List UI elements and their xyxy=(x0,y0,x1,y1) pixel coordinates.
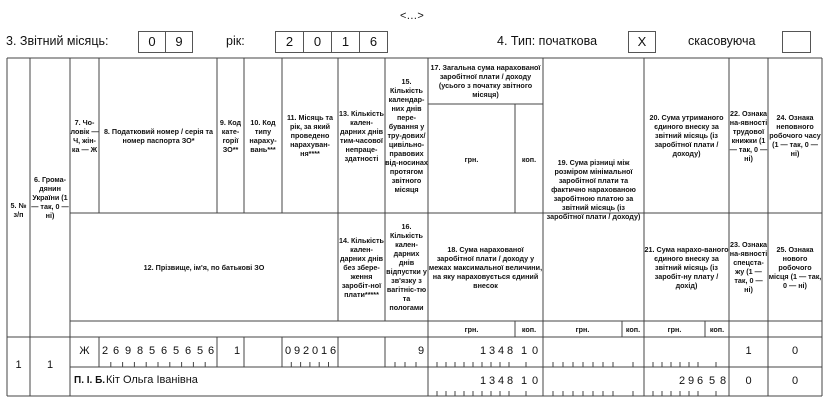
col-21-header: 21. Сума нарахо-ваного єдиного внеску за звітний місяць (із заробіт-ну плату / дохід) xyxy=(644,244,729,290)
new-place-flag[interactable]: 0 xyxy=(791,375,799,387)
col-5-header: 5. № з/п xyxy=(10,201,27,219)
max-sum-digit[interactable]: 1 xyxy=(479,375,487,387)
row-citizen[interactable]: 1 xyxy=(46,359,54,371)
tax-digit[interactable]: 5 xyxy=(196,345,204,357)
sum19-grn-label: грн. xyxy=(575,325,590,334)
col-22-header: 22. Ознака на-явності трудової книжки (1 — так, 0 — ні) xyxy=(729,108,768,163)
col-10-header: 10. Код типу нараху-вань*** xyxy=(249,117,277,154)
col-15-header: 15. Кількість календар-них днів пере-бування у тру-дових/ цивільно-правових від-носинах протягом звітного місяця xyxy=(385,77,428,194)
sum21-kop-label: коп. xyxy=(709,325,725,334)
month-digit-1[interactable]: 0 xyxy=(138,31,166,53)
col-19-header: 19. Сума різниці між розміром мінімальної заробітної плати та фактично нарахованою заробітною платою за звітний місяць (із заробітної плати / доходу) xyxy=(546,158,641,221)
tax-digit[interactable]: 6 xyxy=(184,345,192,357)
col-20-header: 20. Сума утриманого єдиного внеску за звітний місяць (із заробітної плати / доходу) xyxy=(649,113,724,158)
col-14-header: 14. Кількість кален-дарних днів без збере-ження заробіт-ної плати***** xyxy=(339,235,384,299)
tax-digit[interactable]: 2 xyxy=(101,345,109,357)
max-sum-digit[interactable]: 0 xyxy=(531,375,539,387)
contrib-digit[interactable]: 5 xyxy=(708,375,716,387)
col-18-header: 18. Сума нарахованої заробітної плати / доходу у межах максимальної величини, на яку нараховується єдиний внесок xyxy=(428,244,543,290)
col-9-header: 9. Код кате-горії ЗО** xyxy=(219,117,242,154)
total-sum-digit[interactable]: 0 xyxy=(531,345,539,357)
work-book-flag[interactable]: 1 xyxy=(745,345,752,357)
special-flag[interactable]: 0 xyxy=(745,375,752,387)
total-sum-digit[interactable]: 8 xyxy=(506,345,514,357)
year-digit-3[interactable]: 1 xyxy=(331,31,360,53)
ellipsis: <…> xyxy=(400,10,424,22)
type-label: 4. Тип: початкова xyxy=(497,34,598,48)
row-number[interactable]: 1 xyxy=(15,359,22,371)
col-7-header: 7. Чо-ловік — Ч, жін-ка — Ж xyxy=(70,117,99,154)
month-digit-2[interactable]: 9 xyxy=(165,31,193,53)
name-value[interactable]: Кіт Ольга Іванівна xyxy=(106,374,198,386)
col-17-grn: грн. xyxy=(464,155,479,164)
sum18-kop-label: коп. xyxy=(521,325,537,334)
row-sex[interactable]: Ж xyxy=(79,345,90,357)
tax-digit[interactable]: 9 xyxy=(124,345,132,357)
type-cancel-label: скасовуюча xyxy=(688,34,756,48)
col-16-header: 16. Кількість кален-дарних днів відпустки у зв'язку з вагітніс-тю та пологами xyxy=(386,222,427,312)
col-12-header: 12. Прізвище, ім'я, по батькові ЗО xyxy=(143,262,265,272)
accrual-digit[interactable]: 9 xyxy=(293,345,301,357)
row-category[interactable]: 1 xyxy=(233,345,241,357)
part-time-flag[interactable]: 0 xyxy=(791,345,799,357)
name-label: П. І. Б. xyxy=(74,375,106,386)
col-11-header: 11. Місяць та рік, за який проведено нарахуван-ня**** xyxy=(286,113,334,158)
col-17-kop: коп. xyxy=(521,155,537,164)
type-initial-checkbox[interactable]: Х xyxy=(628,31,656,53)
insured-days[interactable]: 9 xyxy=(417,345,425,357)
year-digit-1[interactable]: 2 xyxy=(275,31,304,53)
tax-digit[interactable]: 5 xyxy=(172,345,180,357)
tax-digit[interactable]: 6 xyxy=(160,345,168,357)
year-digit-2[interactable]: 0 xyxy=(303,31,332,53)
col-6-header: 6. Грома-дянин України (1 — так, 0 — ні) xyxy=(31,175,69,220)
col-24-header: 24. Ознака неповного робочого часу (1 — так, 0 — ні) xyxy=(769,113,821,158)
accrual-digit[interactable]: 0 xyxy=(311,345,319,357)
col-13-header: 13. Кількість кален-дарних днів тим-часової непраце-здатності xyxy=(339,108,384,163)
total-sum-digit[interactable]: 1 xyxy=(520,345,528,357)
max-sum-digit[interactable]: 3 xyxy=(488,375,496,387)
year-label: рік: xyxy=(226,34,245,48)
accrual-digit[interactable]: 6 xyxy=(329,345,337,357)
tax-digit[interactable]: 8 xyxy=(136,345,144,357)
accrual-digit[interactable]: 1 xyxy=(320,345,328,357)
col-8-header: 8. Податковий номер / серія та номер паспорта ЗО* xyxy=(103,126,214,145)
tax-digit[interactable]: 6 xyxy=(112,345,120,357)
contrib-digit[interactable]: 2 xyxy=(678,375,686,387)
col-23-header: 23. Ознака на-явності спецста-жу (1 — так, 0 — ні) xyxy=(729,240,768,294)
tax-digit[interactable]: 6 xyxy=(207,345,215,357)
max-sum-digit[interactable]: 1 xyxy=(520,375,528,387)
col-17-header: 17. Загальна сума нарахованої заробітної плати / доходу (усього з початку звітного місяця) xyxy=(430,63,541,99)
sum21-grn-label: грн. xyxy=(667,325,682,334)
tax-digit[interactable]: 5 xyxy=(148,345,156,357)
total-sum-digit[interactable]: 3 xyxy=(488,345,496,357)
contrib-digit[interactable]: 8 xyxy=(719,375,727,387)
accrual-digit[interactable]: 2 xyxy=(302,345,310,357)
col-25-header: 25. Ознака нового робочого місця (1 — так, 0 — ні) xyxy=(768,244,822,290)
total-sum-digit[interactable]: 4 xyxy=(497,345,505,357)
year-digit-4[interactable]: 6 xyxy=(359,31,388,53)
contrib-digit[interactable]: 6 xyxy=(696,375,704,387)
total-sum-digit[interactable]: 1 xyxy=(479,345,487,357)
month-label: 3. Звітний місяць: xyxy=(6,34,109,48)
max-sum-digit[interactable]: 4 xyxy=(497,375,505,387)
accrual-digit[interactable]: 0 xyxy=(284,345,292,357)
contrib-digit[interactable]: 9 xyxy=(687,375,695,387)
sum19-kop-label: коп. xyxy=(625,325,641,334)
max-sum-digit[interactable]: 8 xyxy=(506,375,514,387)
sum18-grn-label: грн. xyxy=(464,325,479,334)
